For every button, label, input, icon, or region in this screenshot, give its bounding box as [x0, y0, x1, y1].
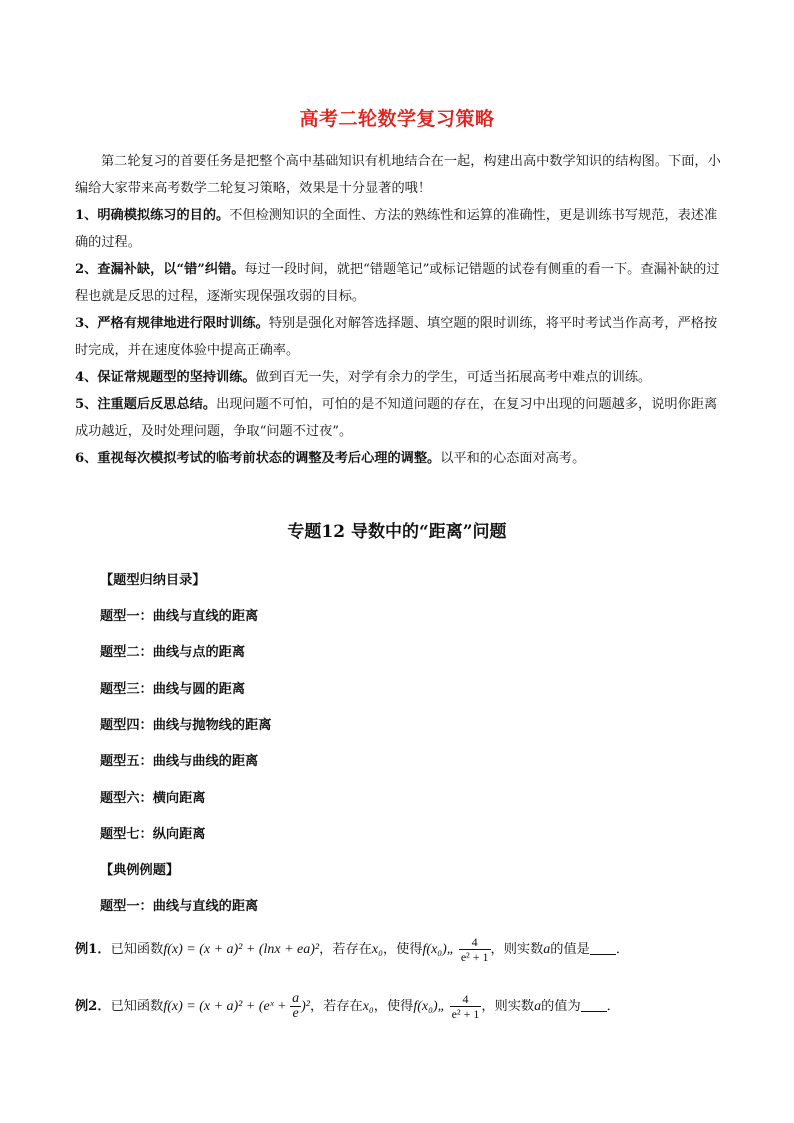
toc-item-5: 题型五：曲线与曲线的距离: [100, 754, 259, 769]
example-2-denominator: e² + 1: [451, 1007, 480, 1021]
tip-1-heading: 1、明确模拟练习的目的。: [75, 208, 230, 223]
tip-6: [75, 445, 725, 472]
example-1-pre: 已知函数: [110, 942, 164, 957]
example-1-post: ，则实数: [490, 942, 544, 957]
tip-4-text: 做到百无一失，对学有余力的学生，可适当拓展高考中难点的训练。: [255, 370, 652, 385]
example-2-pre: 已知函数: [110, 999, 164, 1014]
example-2-inner-denominator: e: [292, 1006, 299, 1021]
example-1-denominator: e² + 1: [460, 950, 489, 964]
topic-title: 专题12 导数中的“距离”问题: [287, 522, 507, 542]
example-2-x0: x₀: [362, 999, 374, 1014]
tip-4-heading: 4、保证常规题型的坚持训练。: [75, 370, 256, 385]
example-2-a: a: [534, 999, 542, 1014]
example-2-function: f(x) = (x + a)² + (eˣ +: [163, 999, 291, 1014]
example-2-inner-numerator: a: [292, 991, 300, 1006]
example-2-post: ，则实数: [481, 999, 535, 1014]
example-2-label: 例2．: [75, 999, 111, 1014]
example-1-label: 例1．: [75, 942, 111, 957]
tip-6-text: 以平和的心态面对高考。: [440, 451, 586, 466]
example-2-mid: ，若存在: [309, 999, 363, 1014]
example-2-fraction: [450, 992, 482, 1021]
example-1-mid2: ，使得: [382, 942, 423, 957]
tip-5-heading: 5、注重题后反思总结。: [75, 397, 217, 412]
example-1: 例1．已知函数f(x) = (x + a)² + (lnx + ea)²，若存在x₀，使得f(x₀)„ $\frac{4}{\text{e² + 1}}$ ，则实数a的值是 ．: [75, 935, 630, 964]
example-1-answer-blank: [590, 942, 616, 955]
example-1-mid: ，若存在: [319, 942, 372, 957]
tip-3-text: 特别是强化对解答选择题、填空题的限时训练，将平时考试当作高考，严格按时完成，并在速度体验中提高正确率。: [75, 316, 718, 358]
example-1-fraction: [459, 935, 491, 964]
toc-item-7: 题型七：纵向距离: [100, 827, 206, 842]
example-2-mid2: ，使得: [373, 999, 414, 1014]
tip-2-heading: 2、查漏补缺，以“错”纠错。: [75, 262, 245, 277]
tip-5-text: 出现问题不可怕，可怕的是不知道问题的存在，在复习中出现的问题越多，说明你距离成功越近，及时处理问题，争取“问题不过夜”。: [75, 397, 718, 439]
toc-item-4: 题型四：曲线与抛物线的距离: [100, 718, 272, 733]
example-2-numerator: 4: [450, 992, 482, 1007]
tip-2: [75, 256, 725, 310]
example-1-fx0: f(x₀)„: [422, 942, 455, 957]
section-heading-1: 题型一：曲线与直线的距离: [100, 899, 259, 914]
example-2-inner-fraction: [290, 992, 301, 1021]
example-1-numerator: 4: [459, 935, 491, 950]
toc-item-6: 题型六：横向距离: [100, 791, 206, 806]
tip-5: [75, 391, 725, 445]
tip-4: [75, 364, 725, 391]
examples-header: 【典例例题】: [100, 863, 180, 878]
toc-item-2: 题型二：曲线与点的距离: [100, 645, 246, 660]
tip-3: [75, 310, 725, 364]
example-2-function-close: )²: [301, 999, 310, 1014]
tip-1-text: 不但检测知识的全面性、方法的熟练性和运算的准确性，更是训练书写规范，表述准确的过程。: [75, 208, 718, 250]
page-title: 高考二轮数学复习策略: [299, 108, 495, 130]
intro-paragraph: 第二轮复习的首要任务是把整个高中基础知识有机地结合在一起，构建出高中数学知识的结构图。下面，小编给大家带来高考数学二轮复习策略，效果是十分显著的哦！: [75, 154, 721, 196]
example-1-function: f(x) = (x + a)² + (lnx + ea)²: [163, 942, 320, 957]
example-2-fx0: f(x₀)„: [413, 999, 446, 1014]
tip-6-heading: 6、重视每次模拟考试的临考前状态的调整及考后心理的调整。: [75, 451, 441, 466]
example-2-end: 的值为: [541, 999, 581, 1014]
tip-2-text: 每过一段时间，就把“错题笔记”或标记错题的试卷有侧重的看一下。查漏补缺的过程也就是反思的过程，逐渐实现保强攻弱的目标。: [75, 262, 720, 304]
example-1-x0: x₀: [371, 942, 383, 957]
example-2-answer-blank: [581, 999, 607, 1012]
example-1-a: a: [543, 942, 551, 957]
example-2: 例2．已知函数f(x) = (x + a)² + (eˣ + $\frac{a}{e}$ )²，若存在x₀，使得f(x₀)„ $\frac{4}{\text{e² + 1}}$ ，则实数a的值为 ．: [75, 991, 620, 1021]
example-1-end: 的值是: [550, 942, 590, 957]
toc-item-1: 题型一：曲线与直线的距离: [100, 609, 259, 624]
toc-item-3: 题型三：曲线与圆的距离: [100, 682, 246, 697]
toc-header: 【题型归纳目录】: [100, 573, 206, 588]
tip-1: [75, 202, 725, 256]
tip-3-heading: 3、严格有规律地进行限时训练。: [75, 316, 269, 331]
